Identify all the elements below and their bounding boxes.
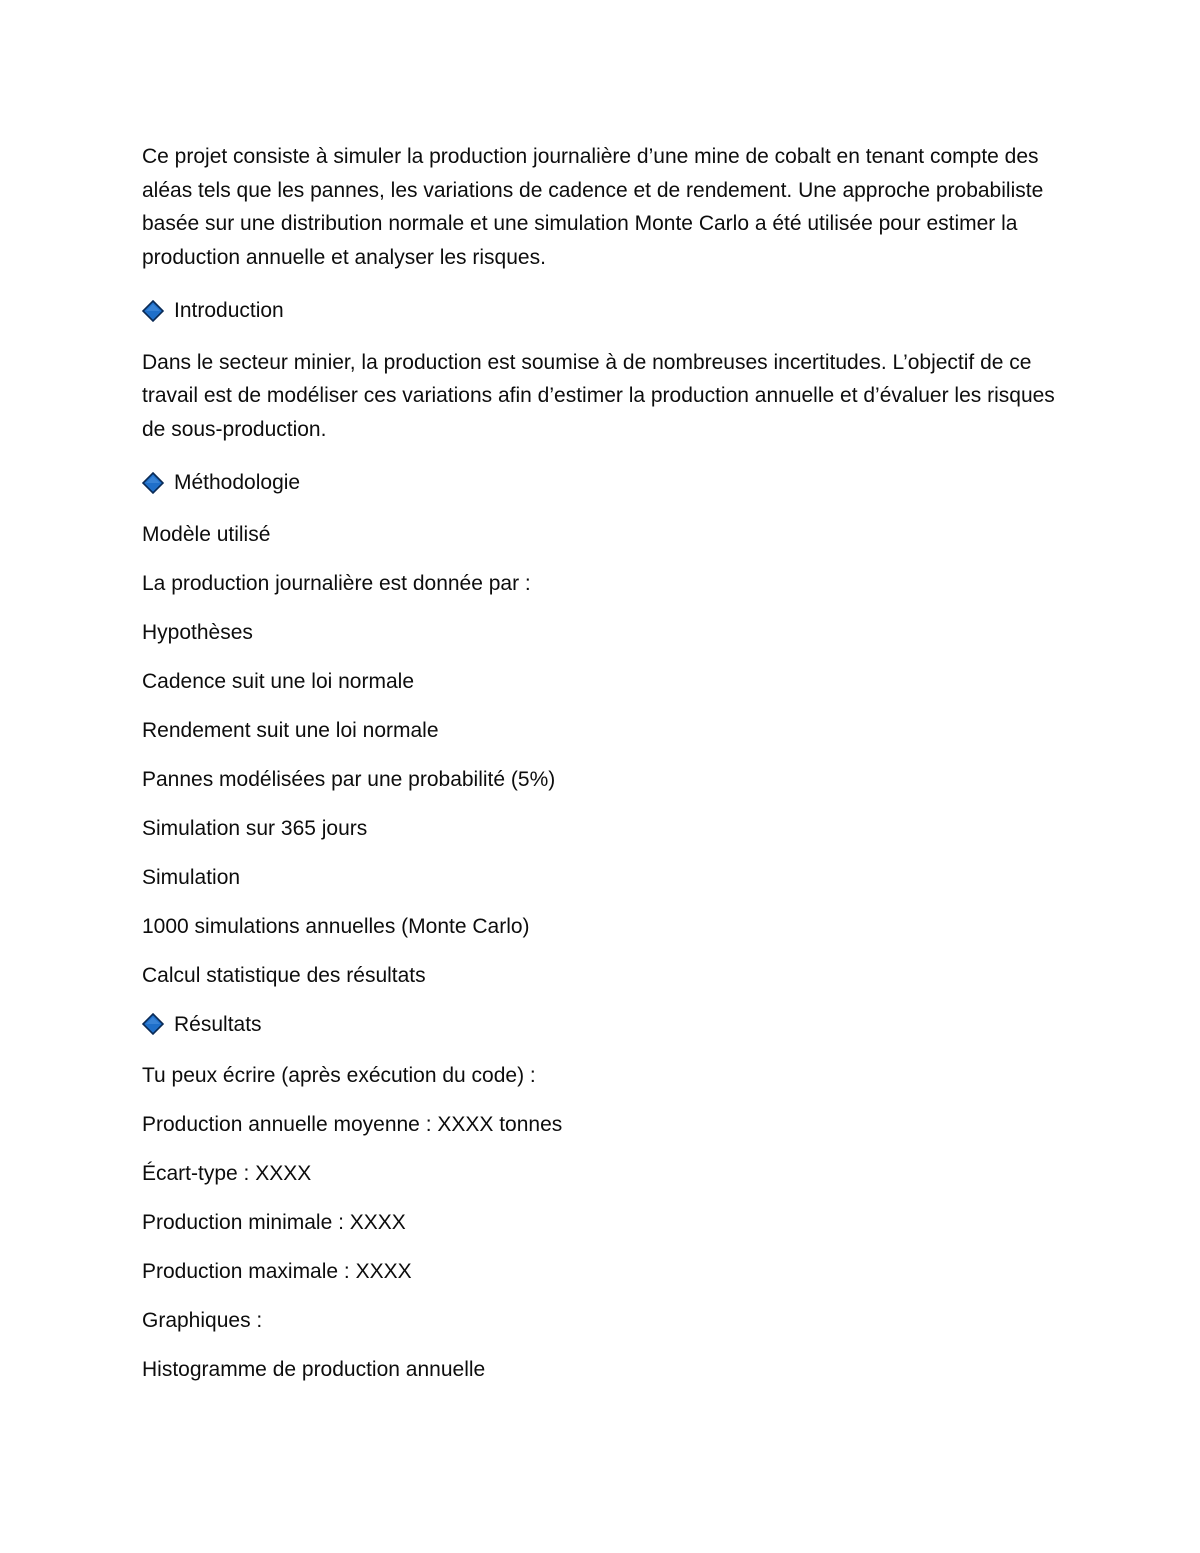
- result-line: Production annuelle moyenne : XXXX tonnes: [142, 1113, 563, 1136]
- result-line: Production minimale : XXXX: [142, 1211, 406, 1234]
- document-content: [142, 140, 1062, 1402]
- result-line: Graphiques :: [142, 1309, 263, 1332]
- method-line: Simulation: [142, 865, 241, 889]
- blue-diamond-icon: [142, 300, 164, 322]
- method-line: Cadence suit une loi normale: [142, 669, 414, 693]
- section-title-introduction: Introduction: [174, 299, 284, 322]
- blue-diamond-icon: [142, 1013, 164, 1035]
- result-line: Tu peux écrire (après exécution du code) :: [142, 1064, 536, 1087]
- intro-paragraph: Ce projet consiste à simuler la production journalière d’une mine de cobalt en tenant compte des aléas tels que les pannes, les variations de cadence et de rendement. Une approche probabiliste basée sur une distribution normale et une simulation Monte Carlo a été utilisée pour estimer la production annuelle et analyser les risques.: [142, 145, 1044, 269]
- method-line: La production journalière est donnée par :: [142, 571, 531, 595]
- method-line: Simulation sur 365 jours: [142, 816, 368, 840]
- blue-diamond-icon: [142, 472, 164, 494]
- result-line: Écart-type : XXXX: [142, 1162, 312, 1185]
- introduction-paragraph: Dans le secteur minier, la production est soumise à de nombreuses incertitudes. L’objectif de ce travail est de modéliser ces variations afin d’estimer la production annuelle et d’évaluer les risques de sous-production.: [142, 350, 1055, 441]
- result-line: Histogramme de production annuelle: [142, 1358, 486, 1381]
- method-line: 1000 simulations annuelles (Monte Carlo): [142, 914, 530, 938]
- method-line: Calcul statistique des résultats: [142, 963, 426, 987]
- method-line: Rendement suit une loi normale: [142, 718, 439, 742]
- method-line: Hypothèses: [142, 620, 253, 644]
- method-line: Pannes modélisées par une probabilité (5%): [142, 767, 556, 791]
- method-line: Modèle utilisé: [142, 522, 271, 546]
- section-heading-resultats: [142, 1008, 1062, 1042]
- section-title-resultats: Résultats: [174, 1012, 262, 1036]
- section-heading-methodologie: [142, 466, 1062, 500]
- section-title-methodologie: Méthodologie: [174, 471, 301, 494]
- result-line: Production maximale : XXXX: [142, 1260, 412, 1283]
- section-heading-introduction: [142, 294, 1062, 328]
